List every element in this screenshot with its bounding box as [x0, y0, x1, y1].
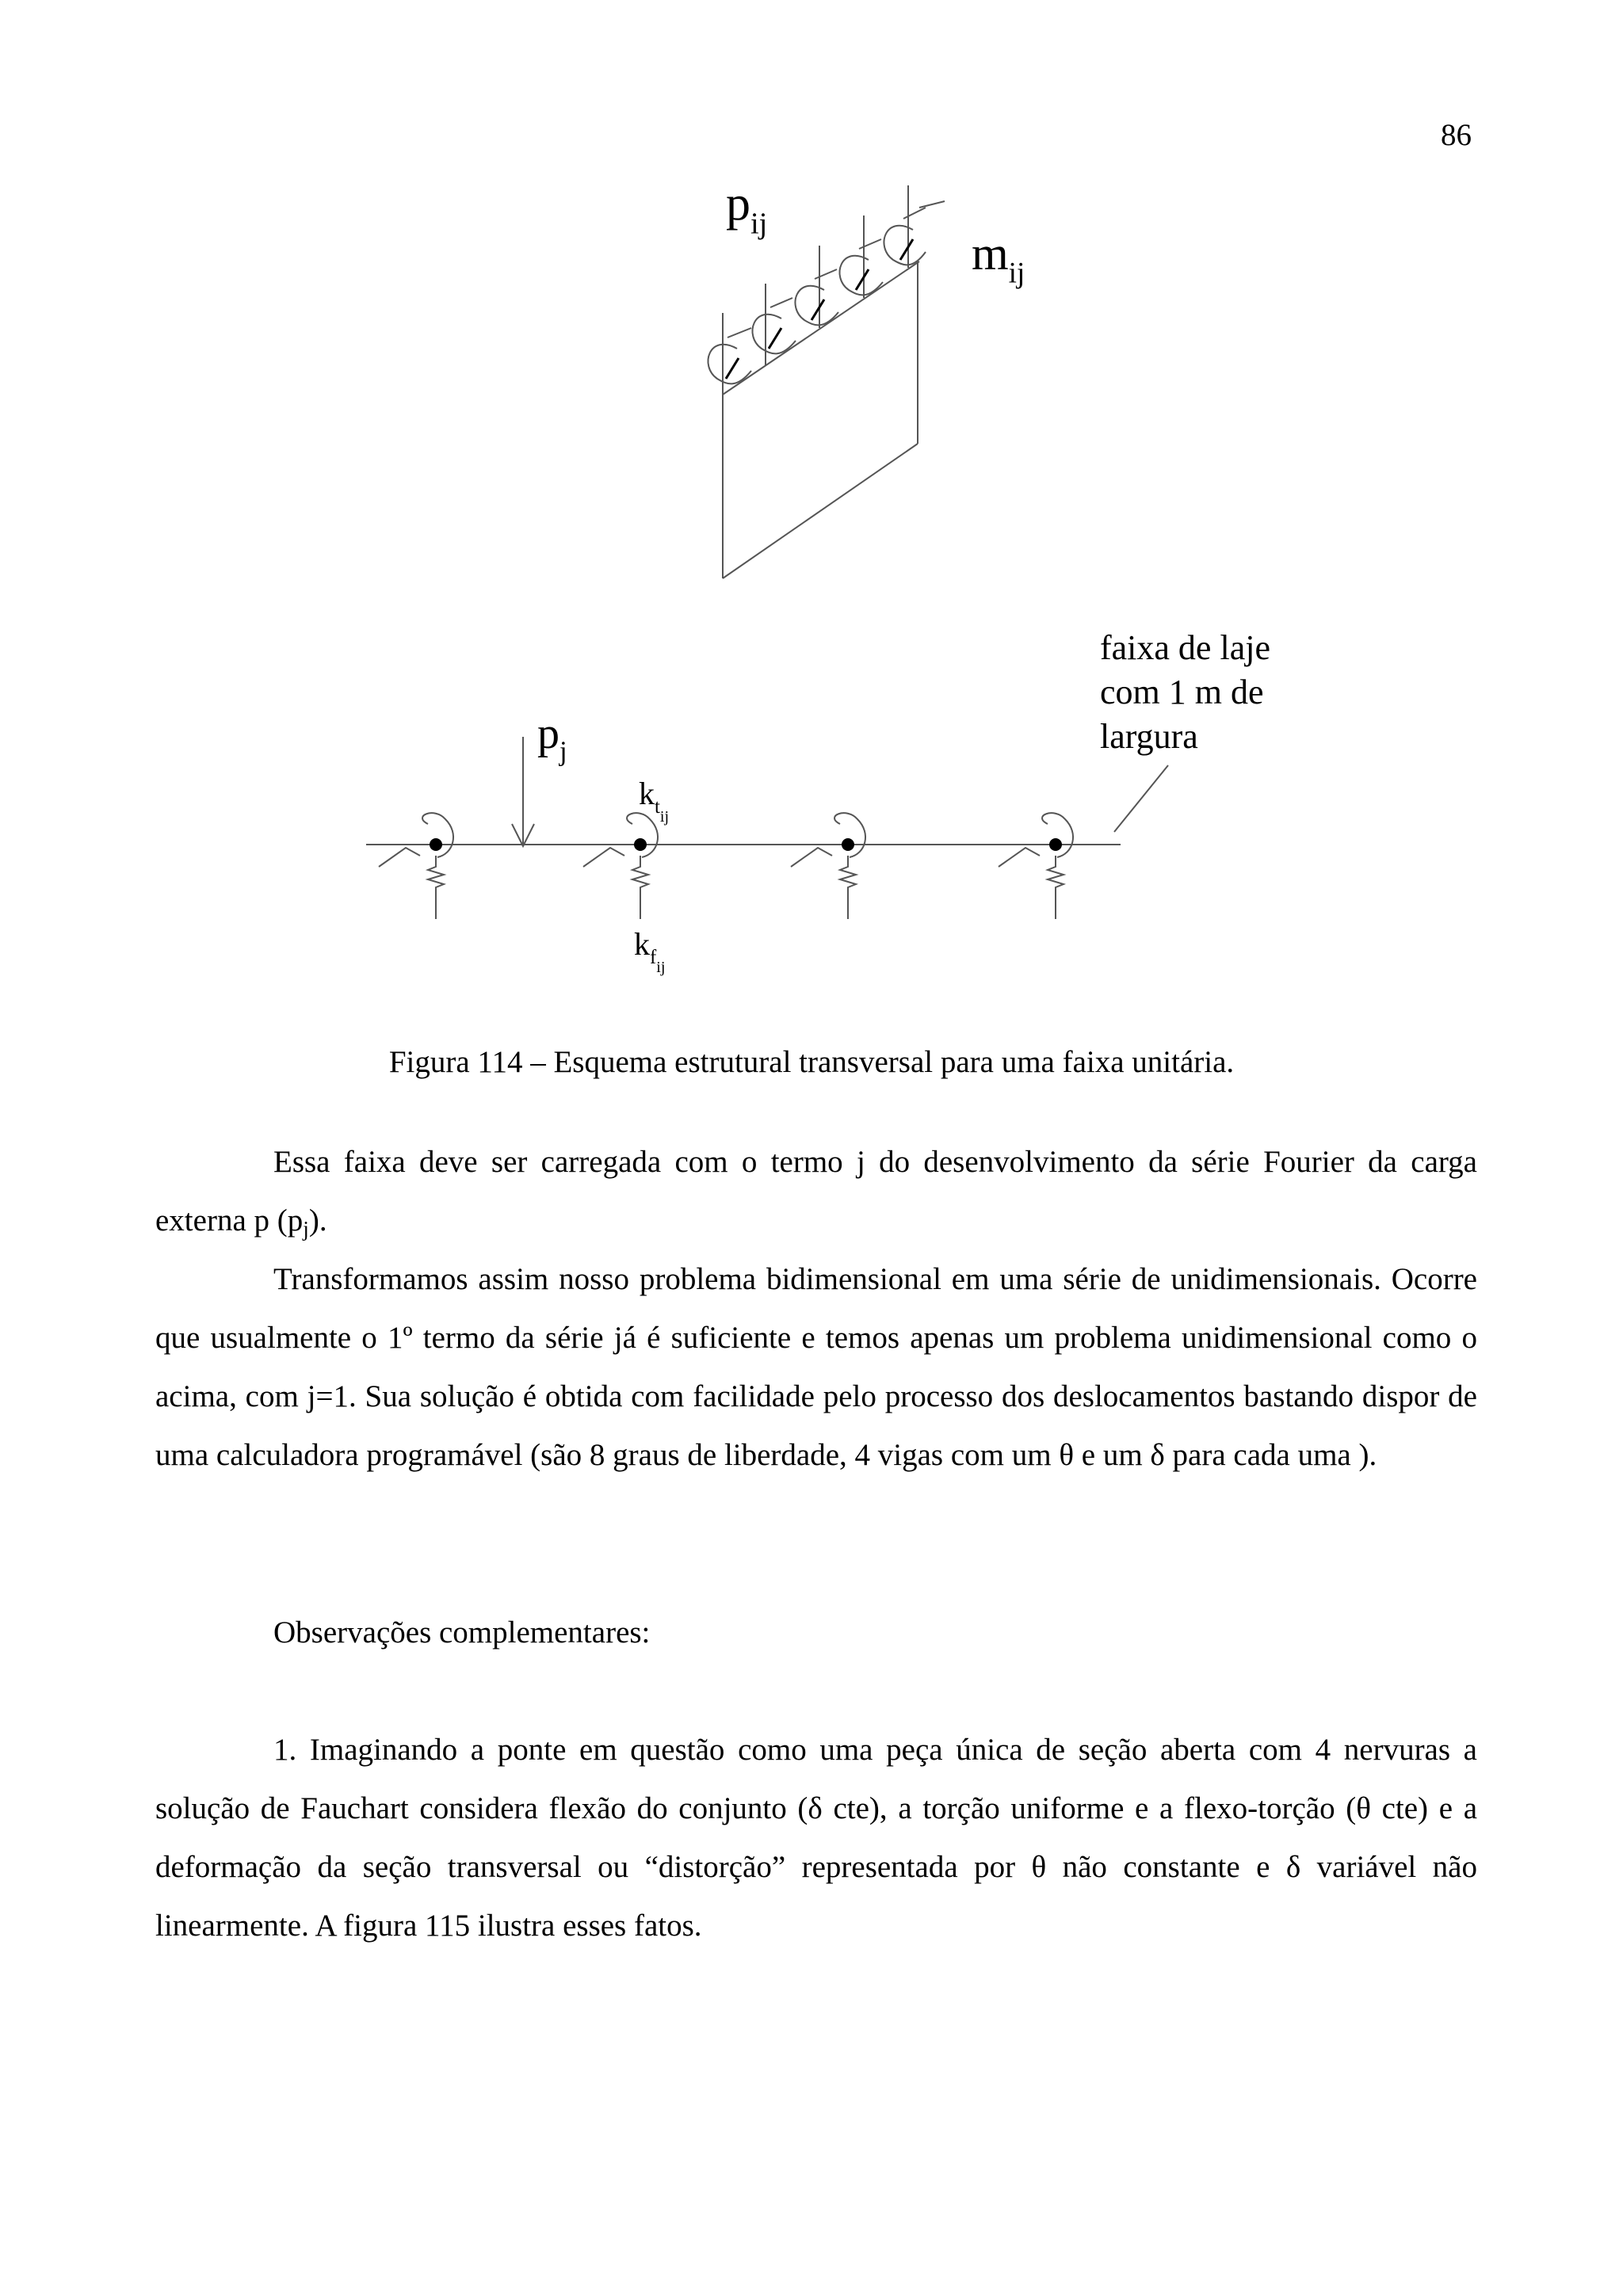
label-k-f-ij: $k_{fij}$ [634, 926, 666, 976]
support-2 [583, 813, 658, 919]
beam-model [366, 737, 1168, 846]
page-number: 86 [1441, 118, 1472, 152]
figure-caption: Figura 114 – Esquema estrutural transversal para uma faixa unitária. [388, 1045, 1235, 1079]
label-p-j: $p_j$ [537, 709, 567, 767]
label-k-t-ij: $k_{tij}$ [639, 776, 670, 826]
support-1 [379, 813, 453, 919]
label-p-ij: $p_{ij}$ [726, 177, 768, 241]
label-m-ij: $m_{ij}$ [972, 227, 1025, 290]
paragraph-3: Observações complementares: [273, 1615, 651, 1650]
paragraph-1: Essa faixa deve ser carregada com o termo j do desenvolvimento da série Fourier da carga externa p $(p_j)$. [155, 1145, 1477, 1241]
figure-114 [0, 0, 1623, 1030]
slab-strip-isometric [723, 261, 919, 578]
strip-label-leader [1114, 765, 1168, 832]
paragraph-4: 1. Imaginando a ponte em questão como uma peça única de seção aberta com 4 nervuras a solução de Fauchart considera flexão do conjunto (δ cte), a torção uniforme e a flexo-torção (θ cte) e a deformação da seção transversal ou “distorção” representada por θ não constante e δ variável não linearmente. A figura 115 ilustra esses fatos. [155, 1733, 1477, 1943]
support-4 [999, 813, 1073, 919]
support-3 [791, 813, 865, 919]
load-pj-arrow [512, 737, 534, 846]
structural-scheme-diagram [0, 0, 1623, 1030]
label-strip-description: faixa de laje com 1 m de largura [1100, 628, 1270, 756]
paragraph-2: Transformamos assim nosso problema bidimensional em uma série de unidimensionais. Ocorre que usualmente o 1º termo da série já é suficiente e temos apenas um problema unidimensional como o acima, com j=1. Sua solução é obtida com facilidade pelo processo dos deslocamentos bastando dispor de uma calculadora programável (são 8 graus de liberdade, 4 vigas com um θ e um δ para cada uma ). [155, 1262, 1477, 1472]
